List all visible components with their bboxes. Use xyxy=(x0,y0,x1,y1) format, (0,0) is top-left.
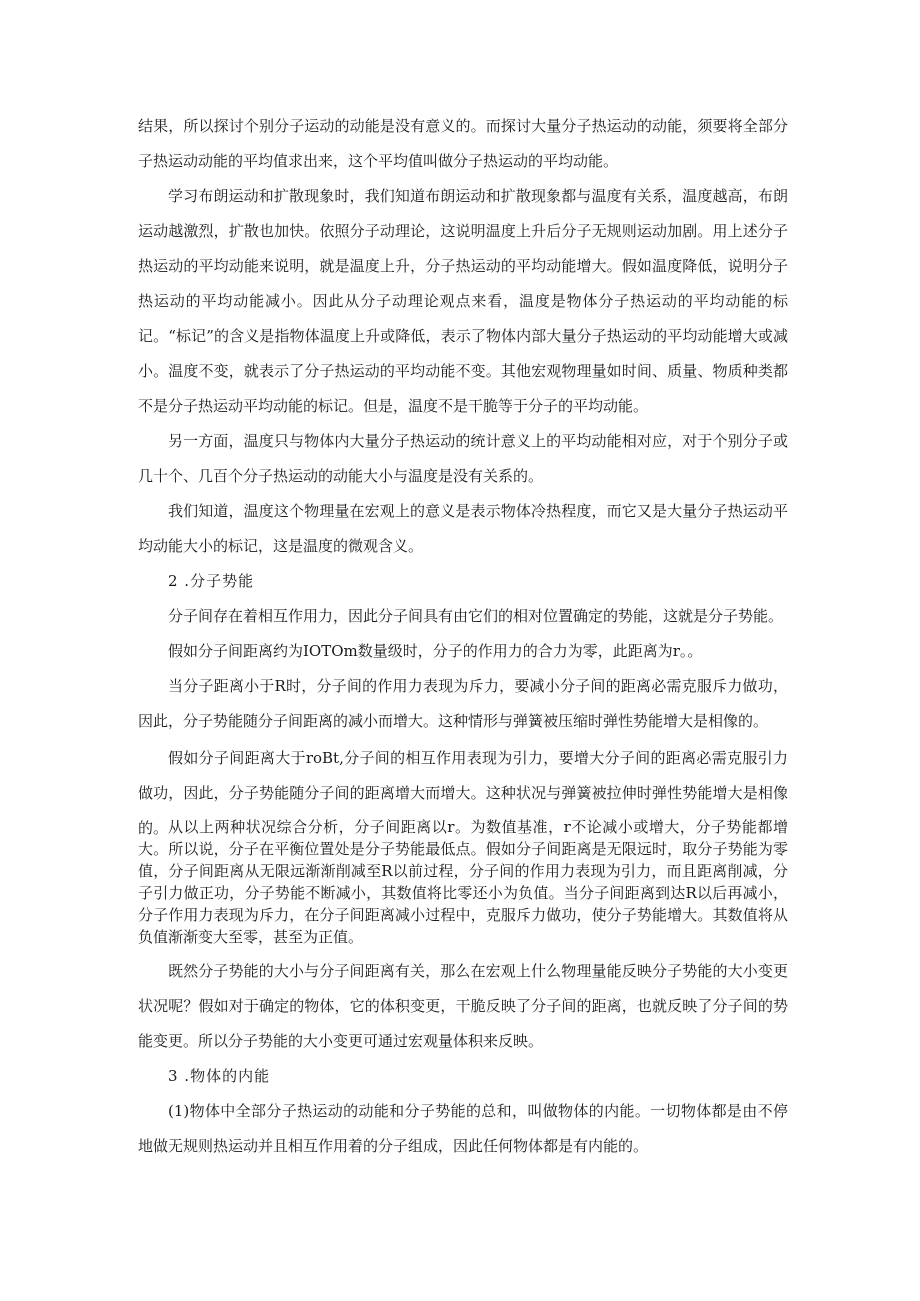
paragraph-internal-energy-definition: (1)物体中全部分子热运动的动能和分子势能的总和，叫做物体的内能。一切物体都是由不停地做无规则热运动并且相互作用着的分子组成，因此任何物体都是有内能的。 xyxy=(138,1102,788,1155)
paragraph-microscopic-meaning: 我们知道，温度这个物理量在宏观上的意义是表示物体冷热程度，而它又是大量分子热运动平均动能大小的标记，这是温度的微观含义。 xyxy=(138,502,788,555)
paragraph-combined-analysis: 从以上两种状况综合分析，分子间距离以r。为数值基准，r不论减小或增大，分子势能都增大。所以说，分子在平衡位置处是分子势能最低点。假如分子间距离是无限远时，取分子势能为零值，分子间距离从无限远渐渐削减至R以前过程，分子间的作用力表现为引力，而且距离削减，分子引力做正功，分子势能不断减小，其数值将比零还小为负值。当分子间距离到达R以后再减小，分子作用力表现为斥力，在分子间距离减小过程中，克服斥力做功，使分子势能增大。其数值将从负值渐渐变大至零，甚至为正值。 xyxy=(138,818,788,946)
paragraph-attraction: 假如分子间距离大于roBt,分子间的相互作用表现为引力，要增大分子间的距离必需克服引力做功，因此，分子势能随分子间的距离增大而增大。这种状况与弹簧被拉伸时弹性势能增大是相像的。 xyxy=(138,749,788,837)
paragraph-statistical-meaning: 另一方面，温度只与物体内大量分子热运动的统计意义上的平均动能相对应，对于个别分子或几十个、几百个分子热运动的动能大小与温度是没有关系的。 xyxy=(138,432,788,485)
section-heading-potential-energy: 2 .分子势能 xyxy=(168,572,255,590)
paragraph-kinetic-energy-average: 结果，所以探讨个别分子运动的动能是没有意义的。而探讨大量分子热运动的动能，须要将全部分子热运动动能的平均值求出来，这个平均值叫做分子热运动的平均动能。 xyxy=(138,117,788,170)
paragraph-temperature-marker: 学习布朗运动和扩散现象时，我们知道布朗运动和扩散现象都与温度有关系，温度越高，布朗运动越激烈，扩散也加快。依照分子动理论，这说明温度上升后分子无规则运动加剧。用上述分子热运动的平均动能来说明，就是温度上升，分子热运动的平均动能增大。假如温度降低，说明分子热运动的平均动能减小。因此从分子动理论观点来看，温度是物体分子热运动的平均动能的标记。“标记”的含义是指物体温度上升或降低，表示了物体内部大量分子热运动的平均动能增大或减小。温度不变，就表示了分子热运动的平均动能不变。其他宏观物理量如时间、质量、物质种类都不是分子热运动平均动能的标记。但是，温度不是干脆等于分子的平均动能。 xyxy=(138,187,788,415)
paragraph-equilibrium-distance: 假如分子间距离约为IOTOm数量级时，分子的作用力的合力为零，此距离为r。。 xyxy=(168,642,703,660)
paragraph-potential-energy-definition: 分子间存在着相互作用力，因此分子间具有由它们的相对位置确定的势能，这就是分子势能。 xyxy=(168,607,784,625)
section-heading-internal-energy: 3 .物体的内能 xyxy=(168,1067,271,1085)
paragraph-volume-reflects-potential: 既然分子势能的大小与分子间距离有关，那么在宏观上什么物理量能反映分子势能的大小变更状况呢？假如对于确定的物体，它的体积变更，干脆反映了分子间的距离，也就反映了分子间的势能变更。所以分子势能的大小变更可通过宏观量体积来反映。 xyxy=(138,962,788,1050)
paragraph-repulsion: 当分子距离小于R时，分子间的作用力表现为斥力，要减小分子间的距离必需克服斥力做功，因此，分子势能随分子间距离的减小而增大。这种情形与弹簧被压缩时弹性势能增大是相像的。 xyxy=(138,677,788,730)
